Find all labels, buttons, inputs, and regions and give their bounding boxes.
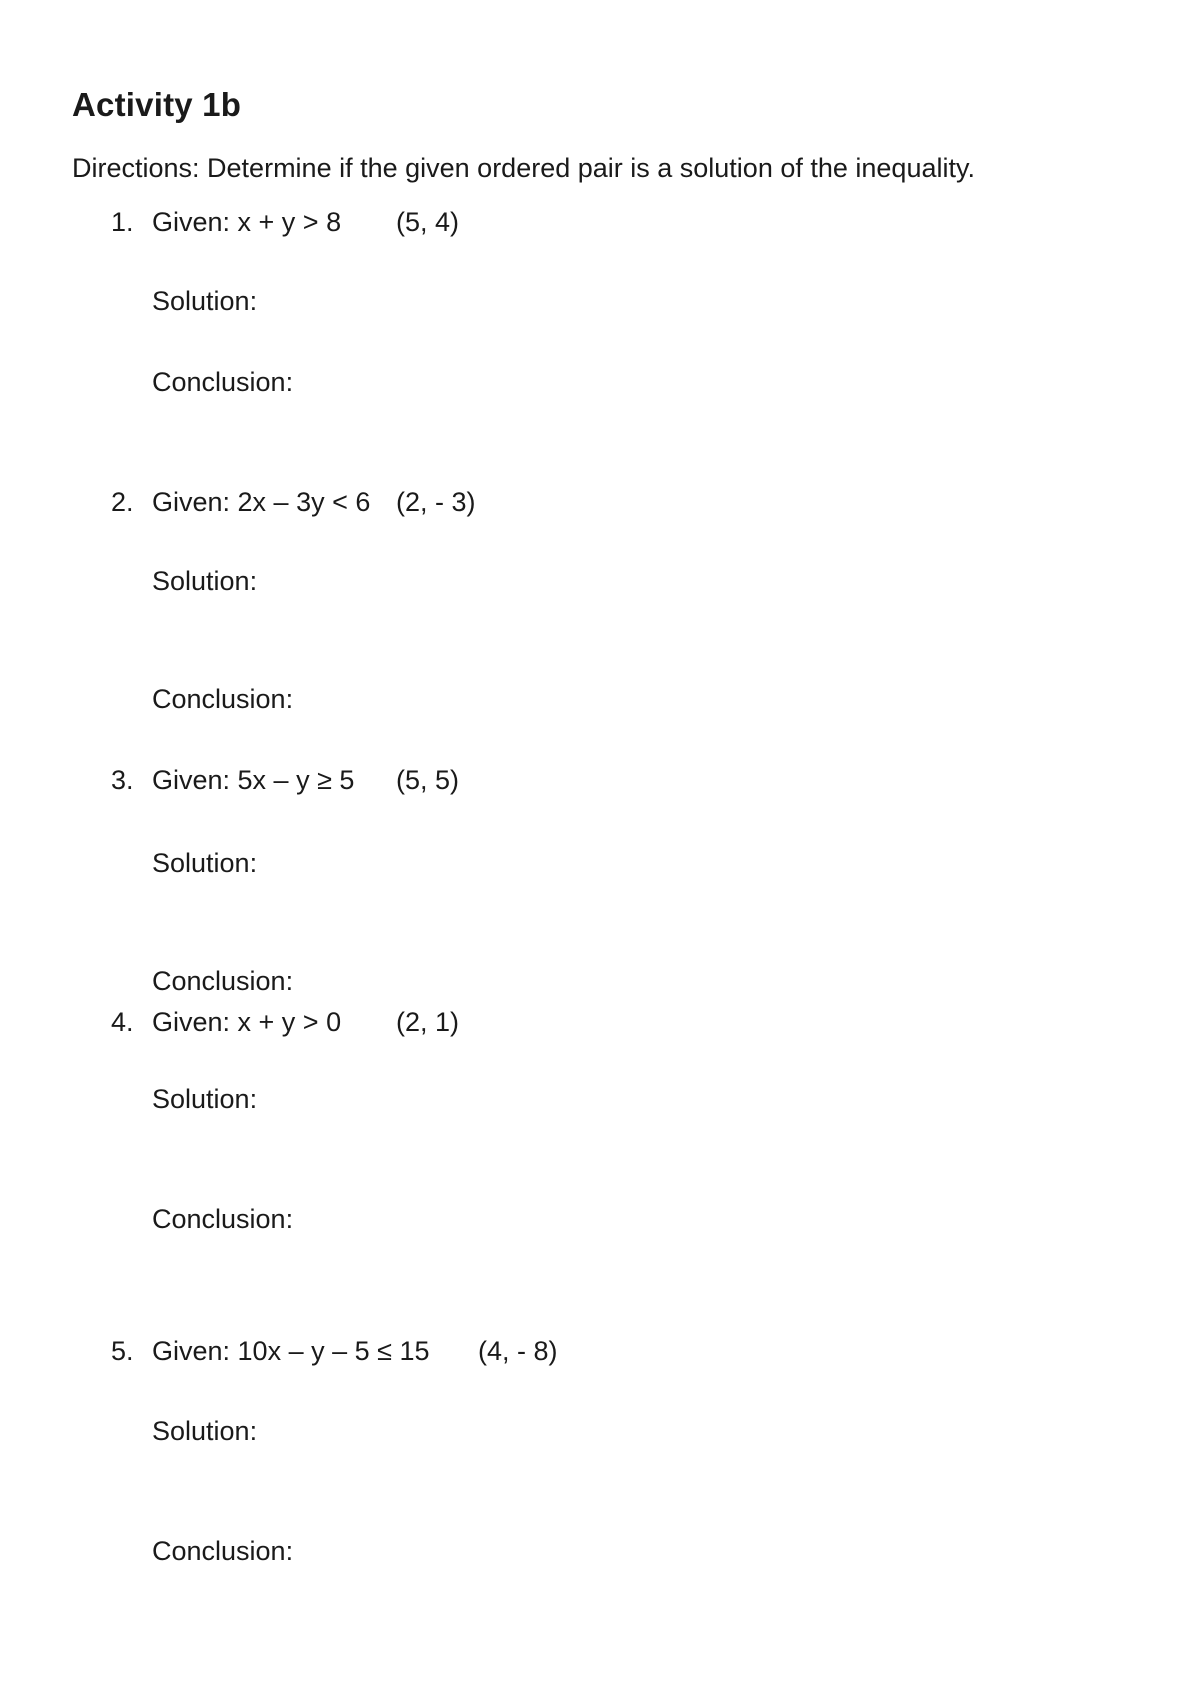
given-inequality: Given: 10x – y – 5 ≤ 15: [152, 1336, 430, 1366]
conclusion-label: Conclusion:: [152, 1536, 294, 1566]
given-inequality: Given: x + y > 8: [152, 207, 342, 237]
ordered-pair: (2, - 3): [396, 487, 476, 517]
given-inequality: Given: 2x – 3y < 6: [152, 487, 371, 517]
solution-label: Solution:: [152, 848, 258, 878]
solution-label: Solution:: [152, 1084, 258, 1114]
solution-label: Solution:: [152, 566, 258, 596]
problem-number: 4.: [111, 1007, 134, 1037]
problem-number: 5.: [111, 1336, 134, 1366]
given-inequality: Given: 5x – y ≥ 5: [152, 765, 355, 795]
given-inequality: Given: x + y > 0: [152, 1007, 342, 1037]
problem-number: 1.: [111, 207, 134, 237]
conclusion-label: Conclusion:: [152, 966, 294, 996]
conclusion-label: Conclusion:: [152, 684, 294, 714]
ordered-pair: (5, 4): [396, 207, 460, 237]
conclusion-label: Conclusion:: [152, 1204, 294, 1234]
problem-number: 2.: [111, 487, 134, 517]
ordered-pair: (4, - 8): [478, 1336, 558, 1366]
page-title: Activity 1b: [72, 86, 242, 123]
conclusion-label: Conclusion:: [152, 367, 294, 397]
directions-text: Directions: Determine if the given ordered pair is a solution of the inequality.: [72, 153, 975, 183]
problem-number: 3.: [111, 765, 134, 795]
solution-label: Solution:: [152, 1416, 258, 1446]
solution-label: Solution:: [152, 286, 258, 316]
ordered-pair: (2, 1): [396, 1007, 460, 1037]
ordered-pair: (5, 5): [396, 765, 460, 795]
